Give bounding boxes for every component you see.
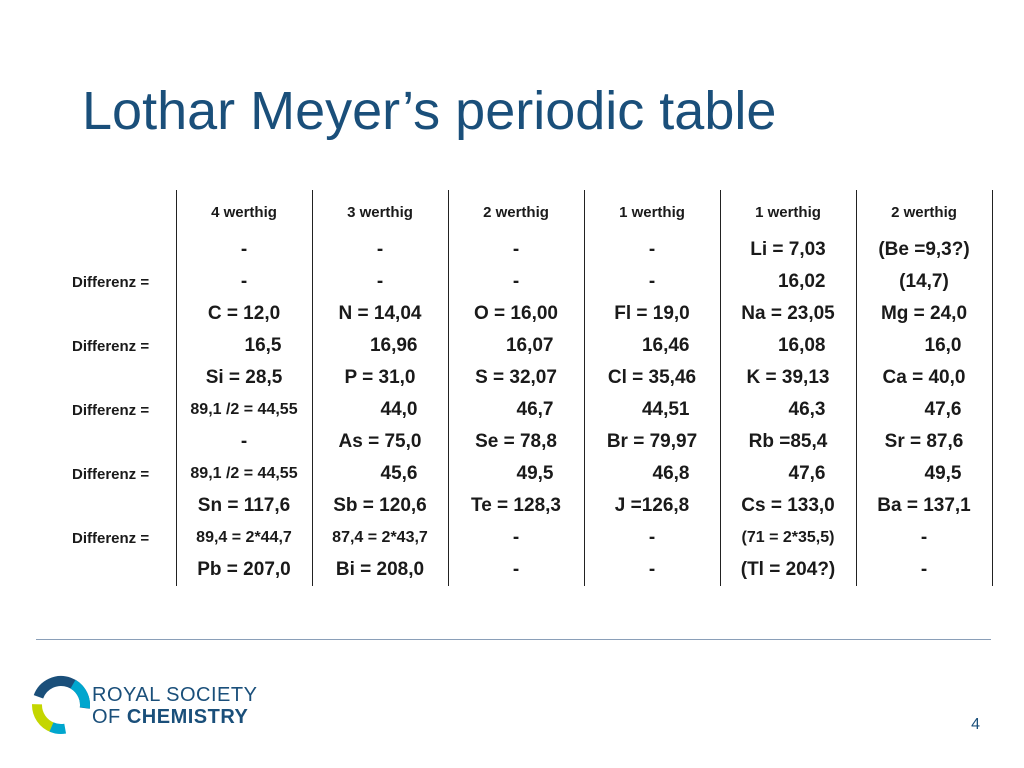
table-cell: 89,4 = 2*44,7	[176, 522, 312, 554]
table-cell: 47,6	[856, 394, 992, 426]
column-header: 2 werthig	[448, 190, 584, 234]
row-label	[62, 362, 176, 394]
table-cell: 16,07	[448, 330, 584, 362]
table-row	[62, 234, 992, 266]
table-row	[62, 426, 992, 458]
table-cell: Ba = 137,1	[856, 490, 992, 522]
column-header: 4 werthig	[176, 190, 312, 234]
table-cell: N = 14,04	[312, 298, 448, 330]
table-cell: Sn = 117,6	[176, 490, 312, 522]
table-cell: Se = 78,8	[448, 426, 584, 458]
rsc-logo-text	[92, 684, 257, 728]
table-row	[62, 362, 992, 394]
row-label: Differenz =	[72, 337, 150, 355]
table-cell: -	[448, 522, 584, 554]
row-label	[62, 490, 176, 522]
table-cell: Na = 23,05	[720, 298, 856, 330]
table-cell: 16,02	[720, 266, 856, 298]
table-cell: 45,6	[312, 458, 448, 490]
row-label	[62, 426, 176, 458]
table-header-row	[62, 190, 992, 234]
table-cell: Si = 28,5	[176, 362, 312, 394]
table-cell: -	[176, 234, 312, 266]
table-cell: Cl = 35,46	[584, 362, 720, 394]
table-cell: 47,6	[720, 458, 856, 490]
periodic-table	[62, 190, 993, 586]
table-row	[62, 298, 992, 330]
row-label	[62, 234, 176, 266]
table-cell: Sb = 120,6	[312, 490, 448, 522]
table-cell: Mg = 24,0	[856, 298, 992, 330]
column-header: 1 werthig	[720, 190, 856, 234]
column-header: 2 werthig	[856, 190, 992, 234]
table-cell: Br = 79,97	[584, 426, 720, 458]
table-cell: As = 75,0	[312, 426, 448, 458]
column-header: 1 werthig	[584, 190, 720, 234]
row-label: Differenz =	[72, 273, 150, 291]
table-cell: 44,51	[584, 394, 720, 426]
logo-line-2	[92, 706, 257, 728]
row-label	[62, 298, 176, 330]
table-cell: -	[856, 522, 992, 554]
table-cell: 49,5	[856, 458, 992, 490]
table-cell: 46,7	[448, 394, 584, 426]
rsc-logo-mark-icon	[32, 672, 90, 738]
slide-title: Lothar Meyer’s periodic table	[82, 81, 777, 141]
table-cell: (Be =9,3?)	[856, 234, 992, 266]
table-cell: -	[856, 554, 992, 586]
footer-divider	[36, 639, 991, 640]
table-cell: 16,5	[176, 330, 312, 362]
table-row	[62, 330, 992, 362]
table-cell: 87,4 = 2*43,7	[312, 522, 448, 554]
table-cell: -	[312, 266, 448, 298]
rsc-logo	[32, 672, 332, 738]
table-cell: O = 16,00	[448, 298, 584, 330]
table-cell: (Tl = 204?)	[720, 554, 856, 586]
row-label: Differenz =	[72, 465, 150, 483]
table-cell: Pb = 207,0	[176, 554, 312, 586]
table-row	[62, 522, 992, 554]
table-cell: P = 31,0	[312, 362, 448, 394]
table-cell: Rb =85,4	[720, 426, 856, 458]
table-cell: 46,3	[720, 394, 856, 426]
table-cell: 89,1 /2 = 44,55	[176, 394, 312, 426]
table-cell: Cs = 133,0	[720, 490, 856, 522]
row-label: Differenz =	[72, 401, 150, 419]
table-cell: Ca = 40,0	[856, 362, 992, 394]
table-cell: Sr = 87,6	[856, 426, 992, 458]
table-row	[62, 490, 992, 522]
table-row	[62, 266, 992, 298]
table-cell: -	[448, 554, 584, 586]
table-cell: -	[448, 234, 584, 266]
table-cell: -	[584, 522, 720, 554]
table-cell: -	[584, 554, 720, 586]
page-number: 4	[971, 716, 980, 733]
table-cell: (14,7)	[856, 266, 992, 298]
table-cell: -	[584, 234, 720, 266]
logo-line-1: ROYAL SOCIETY	[92, 684, 258, 706]
table-cell: 16,0	[856, 330, 992, 362]
table-cell: (71 = 2*35,5)	[720, 522, 856, 554]
logo-line-2-bold: CHEMISTRY	[126, 706, 249, 728]
table-cell: J =126,8	[584, 490, 720, 522]
table-row	[62, 458, 992, 490]
table-cell: S = 32,07	[448, 362, 584, 394]
table-row	[62, 554, 992, 586]
table-cell: -	[176, 266, 312, 298]
row-label: Differenz =	[72, 529, 150, 547]
table-cell: -	[176, 426, 312, 458]
table-cell: 44,0	[312, 394, 448, 426]
table-cell: 46,8	[584, 458, 720, 490]
table-cell: Li = 7,03	[720, 234, 856, 266]
column-header: 3 werthig	[312, 190, 448, 234]
table-cell: 49,5	[448, 458, 584, 490]
header-label-cell	[62, 190, 176, 234]
table-cell: Bi = 208,0	[312, 554, 448, 586]
row-label	[62, 554, 176, 586]
table-cell: K = 39,13	[720, 362, 856, 394]
table-cell: 16,46	[584, 330, 720, 362]
table-cell: Te = 128,3	[448, 490, 584, 522]
table-cell: Fl = 19,0	[584, 298, 720, 330]
table-row	[62, 394, 992, 426]
table-cell: 16,96	[312, 330, 448, 362]
table-cell: 16,08	[720, 330, 856, 362]
logo-line-2-prefix: OF	[92, 706, 127, 728]
table-cell: C = 12,0	[176, 298, 312, 330]
table-cell: -	[312, 234, 448, 266]
table-cell: -	[584, 266, 720, 298]
table-cell: 89,1 /2 = 44,55	[176, 458, 312, 490]
table-cell: -	[448, 266, 584, 298]
